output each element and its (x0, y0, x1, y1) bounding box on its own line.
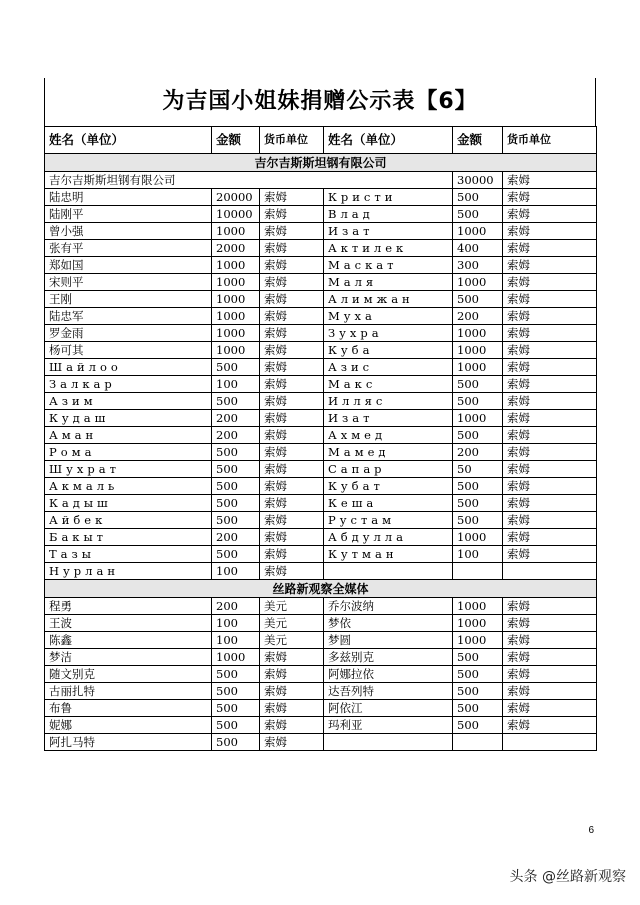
donor-name: 陈鑫 (45, 632, 212, 649)
currency-unit: 美元 (260, 632, 324, 649)
donation-amount: 500 (212, 359, 260, 376)
donation-amount: 100 (212, 376, 260, 393)
table-row (45, 427, 597, 444)
currency-unit: 索姆 (260, 563, 324, 580)
donation-amount: 500 (453, 478, 503, 495)
table-row (45, 410, 597, 427)
currency-unit: 索姆 (503, 649, 597, 666)
currency-unit: 索姆 (503, 598, 597, 615)
currency-unit: 索姆 (503, 172, 597, 189)
donation-amount: 500 (453, 206, 503, 223)
currency-unit: 索姆 (260, 342, 324, 359)
donation-amount: 500 (453, 717, 503, 734)
donor-name: 陆忠明 (45, 189, 212, 206)
donation-amount: 1000 (212, 291, 260, 308)
currency-unit: 索姆 (260, 529, 324, 546)
donation-amount: 500 (212, 717, 260, 734)
donation-amount: 1000 (453, 325, 503, 342)
currency-unit: 索姆 (503, 189, 597, 206)
donor-name: Акмаль (45, 478, 212, 495)
donation-amount: 1000 (453, 615, 503, 632)
donation-amount: 500 (453, 376, 503, 393)
currency-unit: 索姆 (260, 393, 324, 410)
donation-amount: 1000 (212, 342, 260, 359)
currency-unit: 索姆 (503, 495, 597, 512)
currency-unit: 索姆 (503, 444, 597, 461)
table-row (45, 666, 597, 683)
currency-unit: 索姆 (260, 444, 324, 461)
donation-amount: 200 (212, 410, 260, 427)
currency-unit: 索姆 (260, 649, 324, 666)
donor-name: Шухрат (45, 461, 212, 478)
table-row (45, 325, 597, 342)
donation-amount: 1000 (212, 649, 260, 666)
donor-name: Муха (324, 308, 453, 325)
donation-amount: 200 (453, 444, 503, 461)
currency-unit: 索姆 (260, 700, 324, 717)
table-row (45, 393, 597, 410)
donation-amount: 500 (212, 512, 260, 529)
currency-unit: 索姆 (503, 308, 597, 325)
donation-amount: 100 (212, 632, 260, 649)
donor-name: Кубат (324, 478, 453, 495)
donor-name: Азим (45, 393, 212, 410)
donation-amount: 1000 (212, 308, 260, 325)
table-row (45, 615, 597, 632)
donation-amount: 100 (212, 615, 260, 632)
donor-name: 梦圆 (324, 632, 453, 649)
table-row (45, 189, 597, 206)
header-name-1: 姓名（单位） (45, 127, 212, 154)
table-row (45, 342, 597, 359)
currency-unit: 索姆 (260, 461, 324, 478)
donation-amount: 1000 (453, 529, 503, 546)
currency-unit: 索姆 (503, 206, 597, 223)
currency-unit: 索姆 (503, 376, 597, 393)
donation-amount: 500 (453, 666, 503, 683)
donor-name: 梦洁 (45, 649, 212, 666)
donation-amount: 1000 (453, 359, 503, 376)
table-row (45, 223, 597, 240)
table-row (45, 172, 597, 189)
currency-unit: 索姆 (260, 274, 324, 291)
table-row (45, 359, 597, 376)
donor-name: Азис (324, 359, 453, 376)
currency-unit: 索姆 (503, 512, 597, 529)
donor-name: Зухра (324, 325, 453, 342)
donation-amount: 1000 (453, 342, 503, 359)
donation-amount: 400 (453, 240, 503, 257)
donor-name: Рустам (324, 512, 453, 529)
donation-table-frame (44, 78, 596, 751)
donation-amount: 500 (212, 495, 260, 512)
currency-unit: 美元 (260, 598, 324, 615)
donor-name: 程勇 (45, 598, 212, 615)
donation-amount: 200 (453, 308, 503, 325)
header-currency-2: 货币单位 (503, 127, 597, 154)
donation-amount: 500 (453, 189, 503, 206)
donor-name: Макс (324, 376, 453, 393)
donor-name: Илляс (324, 393, 453, 410)
donor-name (324, 734, 453, 751)
currency-unit: 索姆 (260, 666, 324, 683)
donor-name: 张有平 (45, 240, 212, 257)
currency-unit: 索姆 (260, 325, 324, 342)
donation-amount: 500 (453, 393, 503, 410)
donor-name: Актилек (324, 240, 453, 257)
table-row (45, 632, 597, 649)
donation-amount (453, 563, 503, 580)
currency-unit: 索姆 (260, 410, 324, 427)
donation-amount: 1000 (212, 257, 260, 274)
donation-amount: 1000 (453, 598, 503, 615)
currency-unit: 索姆 (260, 376, 324, 393)
table-row (45, 291, 597, 308)
donor-name: Шайлоо (45, 359, 212, 376)
donation-amount: 500 (212, 700, 260, 717)
donation-amount: 1000 (212, 325, 260, 342)
currency-unit: 索姆 (260, 359, 324, 376)
table-row (45, 717, 597, 734)
donor-name: Изат (324, 223, 453, 240)
donation-amount: 500 (212, 666, 260, 683)
table-header-row (45, 127, 597, 154)
donor-name: Аман (45, 427, 212, 444)
donor-name: Рома (45, 444, 212, 461)
currency-unit: 索姆 (260, 308, 324, 325)
header-currency-1: 货币单位 (260, 127, 324, 154)
donor-name: 玛利亚 (324, 717, 453, 734)
donor-name: Бакыт (45, 529, 212, 546)
donor-name: 王刚 (45, 291, 212, 308)
donor-name: 多兹别克 (324, 649, 453, 666)
watermark: 头条 @丝路新观察 (509, 869, 626, 885)
donation-amount: 1000 (212, 274, 260, 291)
currency-unit: 美元 (260, 615, 324, 632)
page-title: 为吉国小姐妹捐赠公示表【6】 (44, 78, 596, 126)
donor-name: 乔尔波纳 (324, 598, 453, 615)
donor-name: 宋则平 (45, 274, 212, 291)
table-row (45, 206, 597, 223)
currency-unit: 索姆 (503, 223, 597, 240)
currency-unit: 索姆 (260, 717, 324, 734)
page-number: 6 (588, 825, 594, 836)
donation-amount: 200 (212, 598, 260, 615)
table-row (45, 240, 597, 257)
donor-name: 王波 (45, 615, 212, 632)
donor-name: 阿扎马特 (45, 734, 212, 751)
currency-unit: 索姆 (503, 257, 597, 274)
donor-name: 达吾列特 (324, 683, 453, 700)
donation-amount: 500 (212, 478, 260, 495)
donor-name: 陆刚平 (45, 206, 212, 223)
donation-amount: 1000 (453, 223, 503, 240)
donation-amount: 200 (212, 529, 260, 546)
donation-amount: 20000 (212, 189, 260, 206)
donation-amount: 100 (453, 546, 503, 563)
currency-unit: 索姆 (503, 546, 597, 563)
donor-name: 曾小强 (45, 223, 212, 240)
header-amount-1: 金额 (212, 127, 260, 154)
currency-unit: 索姆 (503, 632, 597, 649)
currency-unit: 索姆 (503, 342, 597, 359)
table-row (45, 563, 597, 580)
donation-amount: 1000 (453, 632, 503, 649)
currency-unit: 索姆 (260, 291, 324, 308)
donation-amount: 500 (453, 495, 503, 512)
donation-amount: 50 (453, 461, 503, 478)
donation-amount (453, 734, 503, 751)
donor-name: Куба (324, 342, 453, 359)
table-row (45, 308, 597, 325)
donation-amount: 2000 (212, 240, 260, 257)
donation-amount: 1000 (212, 223, 260, 240)
currency-unit: 索姆 (503, 274, 597, 291)
currency-unit: 索姆 (260, 495, 324, 512)
donor-name: Кадыш (45, 495, 212, 512)
header-name-2: 姓名（单位） (324, 127, 453, 154)
currency-unit: 索姆 (260, 206, 324, 223)
donor-name: 妮娜 (45, 717, 212, 734)
donor-name: 杨可其 (45, 342, 212, 359)
donor-name: Залкар (45, 376, 212, 393)
donor-name: Тазы (45, 546, 212, 563)
currency-unit: 索姆 (260, 512, 324, 529)
donation-amount: 10000 (212, 206, 260, 223)
currency-unit: 索姆 (503, 683, 597, 700)
section-title: 丝路新观察全媒体 (45, 580, 597, 598)
currency-unit: 索姆 (260, 189, 324, 206)
table-row (45, 529, 597, 546)
currency-unit: 索姆 (503, 393, 597, 410)
donor-name: Маскат (324, 257, 453, 274)
currency-unit: 索姆 (260, 257, 324, 274)
currency-unit: 索姆 (260, 478, 324, 495)
currency-unit: 索姆 (503, 410, 597, 427)
currency-unit: 索姆 (503, 700, 597, 717)
donation-amount: 500 (453, 427, 503, 444)
donation-amount: 1000 (453, 274, 503, 291)
donor-name: 郑如国 (45, 257, 212, 274)
currency-unit: 索姆 (503, 717, 597, 734)
donation-amount: 500 (453, 683, 503, 700)
currency-unit: 索姆 (503, 478, 597, 495)
section-header-row (45, 154, 597, 172)
donation-amount: 500 (453, 649, 503, 666)
currency-unit: 索姆 (503, 615, 597, 632)
donor-name: Ахмед (324, 427, 453, 444)
currency-unit: 索姆 (503, 359, 597, 376)
table-row (45, 546, 597, 563)
donation-amount: 500 (212, 393, 260, 410)
donor-name: Кутман (324, 546, 453, 563)
donor-name: Сапар (324, 461, 453, 478)
currency-unit: 索姆 (260, 427, 324, 444)
currency-unit: 索姆 (503, 291, 597, 308)
donor-name: Нурлан (45, 563, 212, 580)
donation-table (44, 126, 597, 751)
table-row (45, 376, 597, 393)
donor-name: Изат (324, 410, 453, 427)
donor-name: Абдулла (324, 529, 453, 546)
currency-unit: 索姆 (503, 427, 597, 444)
donor-name: 吉尔吉斯斯坦钢有限公司 (45, 172, 453, 189)
table-row (45, 598, 597, 615)
donor-name: 梦依 (324, 615, 453, 632)
table-row (45, 257, 597, 274)
currency-unit: 索姆 (503, 666, 597, 683)
table-row (45, 478, 597, 495)
donor-name: Маля (324, 274, 453, 291)
donor-name: 古丽扎特 (45, 683, 212, 700)
donation-amount: 500 (453, 700, 503, 717)
table-row (45, 444, 597, 461)
donation-amount: 500 (212, 461, 260, 478)
donor-name: 阿娜拉依 (324, 666, 453, 683)
donation-amount: 300 (453, 257, 503, 274)
donation-amount: 200 (212, 427, 260, 444)
donation-amount: 100 (212, 563, 260, 580)
donation-amount: 500 (212, 734, 260, 751)
table-row (45, 700, 597, 717)
table-row (45, 734, 597, 751)
donor-name: 陆忠军 (45, 308, 212, 325)
table-row (45, 274, 597, 291)
donor-name: 随文别克 (45, 666, 212, 683)
table-row (45, 649, 597, 666)
currency-unit: 索姆 (503, 461, 597, 478)
section-header-row (45, 580, 597, 598)
donation-amount: 500 (453, 291, 503, 308)
donation-amount: 500 (453, 512, 503, 529)
currency-unit: 索姆 (503, 529, 597, 546)
donor-name: Мамед (324, 444, 453, 461)
donation-amount: 500 (212, 683, 260, 700)
table-row (45, 461, 597, 478)
currency-unit: 索姆 (260, 734, 324, 751)
donor-name: Алимжан (324, 291, 453, 308)
donor-name (324, 563, 453, 580)
currency-unit (503, 734, 597, 751)
donor-name: 罗金雨 (45, 325, 212, 342)
table-row (45, 495, 597, 512)
donor-name: Влад (324, 206, 453, 223)
header-amount-2: 金额 (453, 127, 503, 154)
donation-amount: 500 (212, 546, 260, 563)
table-row (45, 512, 597, 529)
currency-unit: 索姆 (260, 223, 324, 240)
donor-name: Айбек (45, 512, 212, 529)
donation-amount: 1000 (453, 410, 503, 427)
donation-amount: 500 (212, 444, 260, 461)
donation-amount: 30000 (453, 172, 503, 189)
section-title: 吉尔吉斯斯坦钢有限公司 (45, 154, 597, 172)
currency-unit: 索姆 (260, 683, 324, 700)
currency-unit: 索姆 (260, 240, 324, 257)
currency-unit (503, 563, 597, 580)
currency-unit: 索姆 (260, 546, 324, 563)
donor-name: Кудаш (45, 410, 212, 427)
donor-name: 布鲁 (45, 700, 212, 717)
currency-unit: 索姆 (503, 325, 597, 342)
donor-name: 阿依江 (324, 700, 453, 717)
donor-name: Кристи (324, 189, 453, 206)
donor-name: Кеша (324, 495, 453, 512)
table-row (45, 683, 597, 700)
currency-unit: 索姆 (503, 240, 597, 257)
